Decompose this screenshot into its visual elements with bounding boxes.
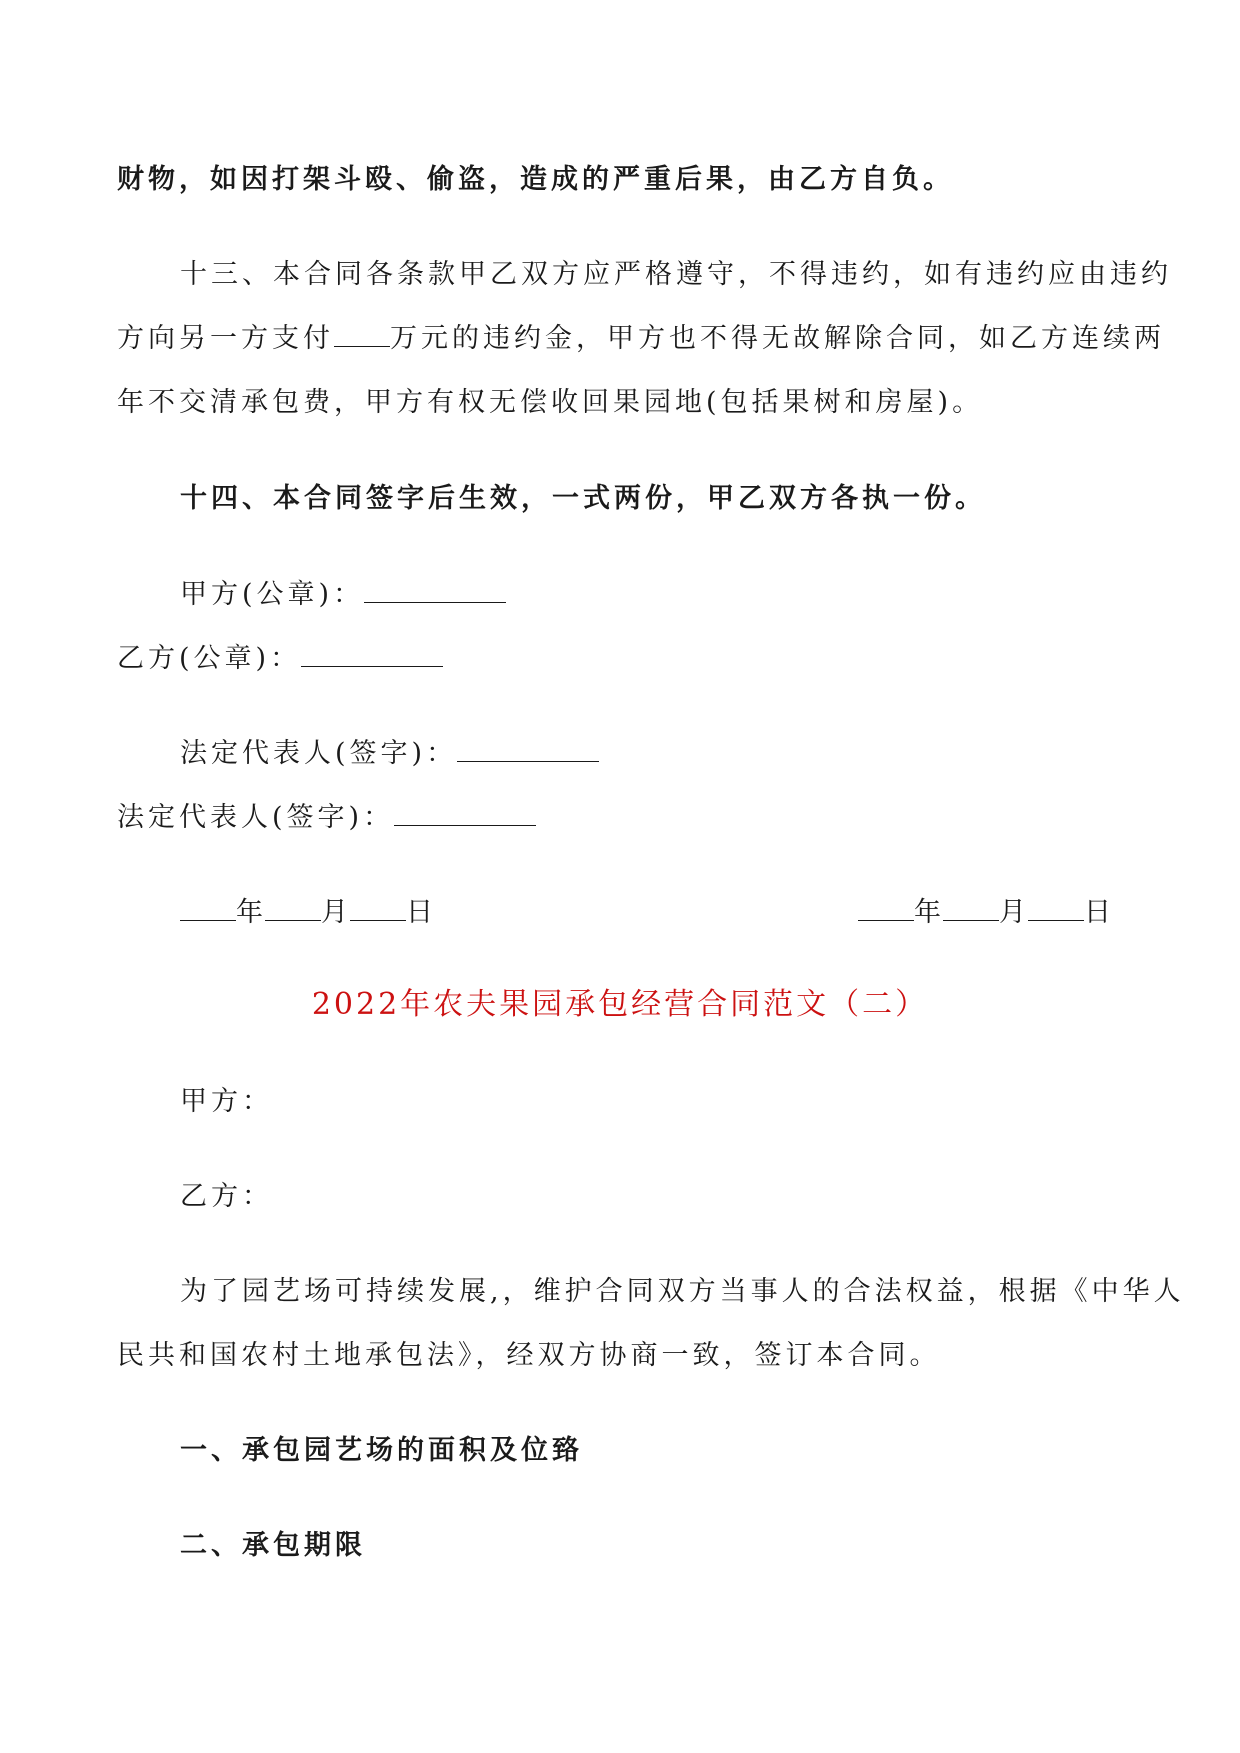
party-a-seal-row xyxy=(180,578,506,612)
clause-13-line-2 xyxy=(117,322,1165,356)
rep-b-label: 法定代表人(签字)： xyxy=(117,802,395,833)
preamble-line-1: 为了园艺场可持续发展,，维护合同双方当事人的合法权益，根据《中华人 xyxy=(180,1276,1185,1307)
day-label: 日 xyxy=(1084,897,1113,928)
date-right xyxy=(858,896,1113,930)
contract2-party-b: 乙方： xyxy=(180,1181,273,1212)
rep-a-label: 法定代表人(签字)： xyxy=(180,738,458,769)
month-label: 月 xyxy=(999,897,1028,928)
party-b-seal-blank xyxy=(301,642,443,667)
clause-14: 十四、本合同签字后生效，一式两份，甲乙双方各执一份。 xyxy=(180,483,986,514)
clause-13-line-1: 十三、本合同各条款甲乙双方应严格遵守，不得违约，如有违约应由违约 xyxy=(180,259,1172,290)
clause-12-tail: 财物，如因打架斗殴、偷盗，造成的严重后果，由乙方自负。 xyxy=(117,164,954,195)
party-a-seal-label: 甲方(公章)： xyxy=(180,579,365,610)
day-blank xyxy=(350,896,406,921)
year-blank xyxy=(180,896,236,921)
day-blank xyxy=(1028,896,1084,921)
item-1-heading: 一、承包园艺场的面积及位臵 xyxy=(180,1435,583,1466)
year-blank xyxy=(858,896,914,921)
preamble-line-2: 民共和国农村土地承包法》，经双方协商一致，签订本合同。 xyxy=(117,1340,941,1371)
party-a-seal-blank xyxy=(364,578,506,603)
rep-b-row xyxy=(117,801,536,835)
item-2-heading: 二、承包期限 xyxy=(180,1530,366,1561)
month-blank xyxy=(265,896,321,921)
rep-b-blank xyxy=(394,801,536,826)
party-b-seal-row xyxy=(117,642,443,676)
clause-13-line-3: 年不交清承包费，甲方有权无偿收回果园地(包括果树和房屋)。 xyxy=(117,387,984,418)
year-label: 年 xyxy=(914,897,943,928)
clause-13-line-2-b: 万元的违约金，甲方也不得无故解除合同，如乙方连续两 xyxy=(390,323,1165,354)
rep-a-row xyxy=(180,737,599,771)
party-b-seal-label: 乙方(公章)： xyxy=(117,643,302,674)
day-label: 日 xyxy=(406,897,435,928)
month-blank xyxy=(943,896,999,921)
rep-a-blank xyxy=(457,737,599,762)
clause-13-line-2-a: 方向另一方支付 xyxy=(117,323,334,354)
contract2-party-a: 甲方： xyxy=(180,1086,273,1117)
year-label: 年 xyxy=(236,897,265,928)
penalty-amount-blank xyxy=(334,322,390,347)
month-label: 月 xyxy=(321,897,350,928)
date-left xyxy=(180,896,435,930)
section-title: 2022年农夫果园承包经营合同范文（二） xyxy=(311,987,929,1022)
